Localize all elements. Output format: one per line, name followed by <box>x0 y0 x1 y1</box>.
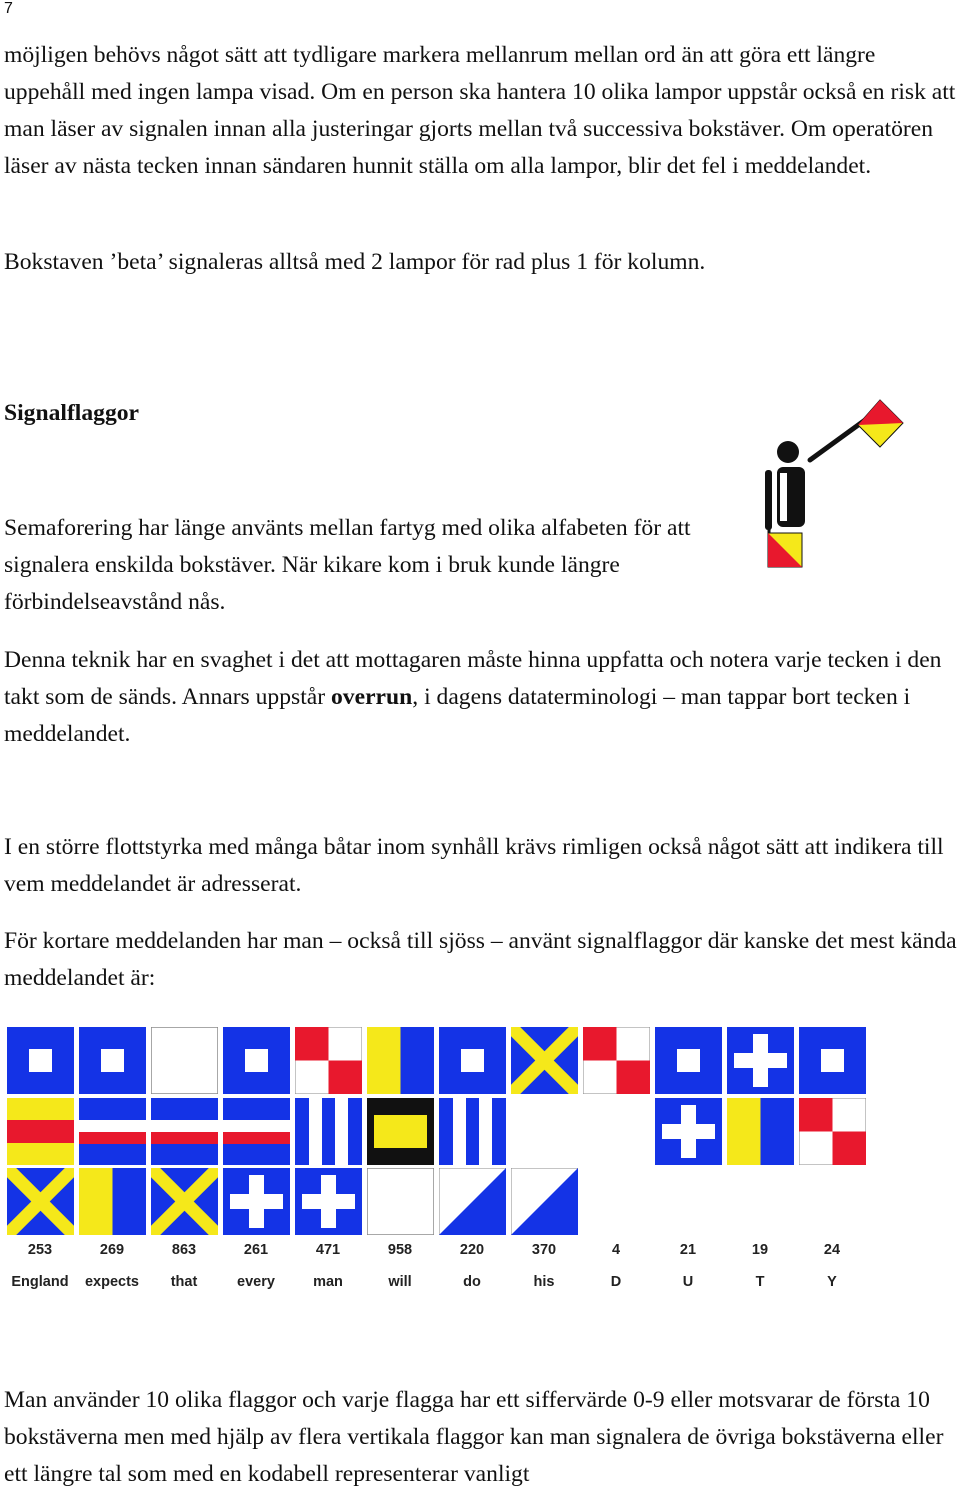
flag-number-label: 863 <box>171 1242 197 1258</box>
signal-flag-white-plain <box>367 1168 434 1235</box>
semaphore-figure-illustration <box>760 395 910 570</box>
signal-flag-white-red-blue-stripes <box>79 1098 146 1165</box>
signal-flag-white-red-blue-stripes <box>151 1098 218 1165</box>
signal-flags-grid <box>0 1020 960 1310</box>
flag-word-label: his <box>533 1274 555 1290</box>
flag-word-label: expects <box>84 1274 139 1290</box>
flag-word-label: U <box>682 1274 694 1290</box>
figure-arm-gap <box>780 473 787 521</box>
signal-flag-cross-blue-white <box>223 1168 290 1235</box>
paragraph-fleet: I en större flottstyrka med många båtar inom synhåll krävs rimligen också något sätt att indikera till vem meddelandet är adresserat. <box>4 834 944 897</box>
flag-number-label: 471 <box>315 1242 341 1258</box>
semaphore-flag-lower <box>768 533 802 567</box>
flag-word-label: T <box>755 1274 765 1290</box>
overrun-text-post: , i dagens dataterminologi – man tappar bort tecken i meddelandet. <box>4 684 911 747</box>
flag-number-label: 4 <box>611 1242 621 1258</box>
flag-number-label: 370 <box>531 1242 557 1258</box>
signal-flag-blue-square <box>655 1027 722 1094</box>
paragraph-overrun <box>4 642 954 753</box>
signal-flag-white-blue-diagonal <box>439 1168 506 1235</box>
signal-flag-blue-white-pales <box>439 1098 506 1165</box>
signal-flag-yellow-blue-halves <box>727 1098 794 1165</box>
signal-flag-blue-square <box>439 1027 506 1094</box>
flag-number-label: 19 <box>751 1242 769 1258</box>
page-number: 7 <box>4 0 13 17</box>
paragraph-beta-letter: Bokstaven ’beta’ signaleras alltså med 2 lampor för rad plus 1 för kolumn. <box>4 249 706 275</box>
signal-flag-saltire-blue-yellow <box>511 1027 578 1094</box>
flag-number-label: 253 <box>27 1242 53 1258</box>
signal-flag-white-plain <box>151 1027 218 1094</box>
flag-number-label: 261 <box>243 1242 269 1258</box>
signal-flag-blue-square <box>223 1027 290 1094</box>
overrun-term: overrun <box>331 684 413 710</box>
flag-number-label: 24 <box>823 1242 841 1258</box>
signal-flag-yellow-blue-halves <box>79 1168 146 1235</box>
paragraph-semaphore: Semaforering har länge använts mellan fartyg med olika alfabeten för att signalera enskilda bokstäver. När kikare kom i bruk kunde längre förbindelseavstånd nås. <box>4 515 691 615</box>
flag-number-label: 220 <box>459 1242 485 1258</box>
flag-word-label: every <box>237 1274 275 1290</box>
flag-word-label: will <box>388 1274 412 1290</box>
signal-flag-red-white-quarters <box>799 1098 866 1165</box>
figure-head <box>777 441 799 463</box>
signal-flag-yellow-blue-halves <box>367 1027 434 1094</box>
flag-number-label: 21 <box>679 1242 697 1258</box>
signal-flag-blue-square <box>7 1027 74 1094</box>
signal-flag-white-red-blue-stripes <box>223 1098 290 1165</box>
flag-word-label: D <box>610 1274 622 1290</box>
signal-flag-white-blue-diagonal <box>511 1168 578 1235</box>
flag-word-label: Y <box>827 1274 837 1290</box>
signal-flag-red-white-quarters <box>583 1027 650 1094</box>
signal-flag-saltire-blue-yellow <box>7 1168 74 1235</box>
flag-word-label: that <box>170 1274 198 1290</box>
signal-flag-red-white-quarters <box>295 1027 362 1094</box>
signal-flag-cross-blue-white <box>295 1168 362 1235</box>
paragraph-lamp-signals: möjligen behövs något sätt att tydligare markera mellanrum mellan ord än att göra ett längre uppehåll med ingen lampa visad. Om en person ska hantera 10 olika lampor uppstår också en risk att man läser av signalen innan alla justeringar gjorts mellan två successiva bokstäver. Om operatören läser av nästa tecken innan sändaren hunnit ställa om alla lampor, blir det fel i meddelandet. <box>4 42 956 179</box>
flag-number-label: 269 <box>99 1242 125 1258</box>
flag-word-label: man <box>313 1274 343 1290</box>
paragraph-known-message: För kortare meddelanden har man – också till sjöss – använt signalflaggor där kanske det mest kända meddelandet är: <box>4 928 957 991</box>
signal-flag-blue-white-pales <box>295 1098 362 1165</box>
signal-flag-yellow-red-stripes <box>7 1098 74 1165</box>
overrun-text-pre: Denna teknik har en svaghet i det att mottagaren måste hinna uppfatta och notera varje tecken i den takt som de sänds. Annars uppstår <box>4 647 942 710</box>
flag-word-label: do <box>463 1274 481 1290</box>
flag-number-label: 958 <box>387 1242 413 1258</box>
signal-flag-saltire-blue-yellow <box>151 1168 218 1235</box>
paragraph-ten-flags: Man använder 10 olika flaggor och varje flagga har ett siffervärde 0-9 eller motsvarar de första 10 bokstäverna men med hjälp av flera vertikala flaggor kan man signalera de övriga bokstäverna eller ett längre tal som med en kodabell representerar vanligt <box>4 1387 944 1487</box>
signal-flag-blue-square <box>79 1027 146 1094</box>
flag-word-label: England <box>11 1274 69 1290</box>
signal-flag-cross-blue-white <box>727 1027 794 1094</box>
signal-flag-blue-square <box>799 1027 866 1094</box>
signal-flag-cross-blue-white <box>655 1098 722 1165</box>
section-heading-signalflaggor: Signalflaggor <box>4 400 140 426</box>
semaphore-flag-upper <box>858 400 903 447</box>
signal-flag-black-yellow-bands <box>367 1098 434 1165</box>
